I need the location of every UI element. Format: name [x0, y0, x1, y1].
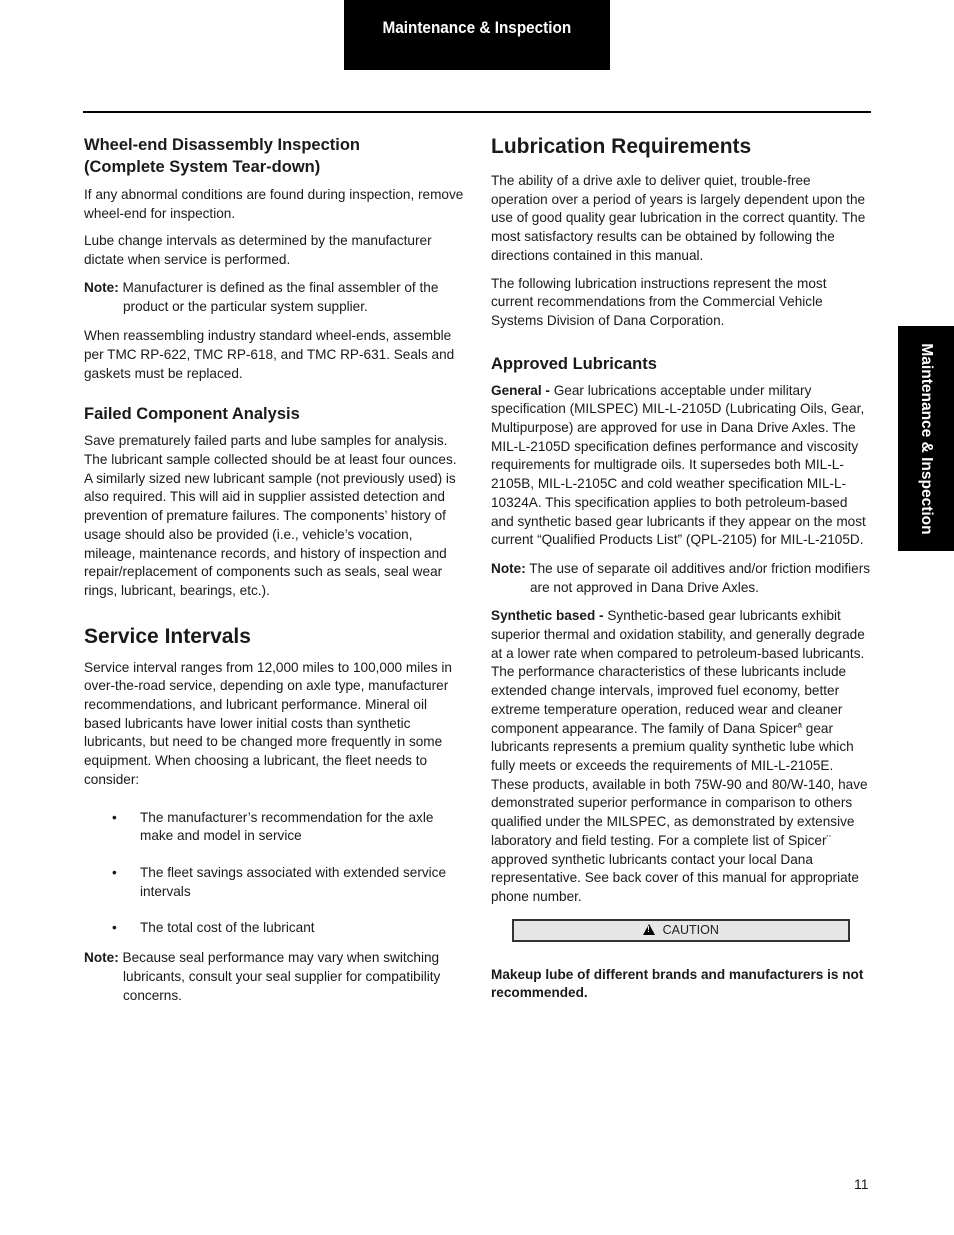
- warning-triangle-icon: [643, 924, 655, 935]
- note-text: Because seal performance may vary when switching lubricants, consult your seal supplier for compatibility concerns.: [122, 950, 441, 1003]
- section-header-tab: [344, 0, 610, 70]
- failed-component-paragraph: Save prematurely failed parts and lube samples for analysis. The lubricant sample collected should be at least four ounces. A similarly sized new lubricant sample (not previously used) is also required. This will aid in supplier assisted detection and prevention of premature failures. The components’ history of usage should also be provided (i.e., vehicle’s vocation, mileage, maintenance records, and history of inspection and repair/replacement of components such as seals, seal wear rings, lubricant, bearings, etc.).: [84, 433, 457, 598]
- lubrication-requirements-heading: Lubrication Requirements: [491, 135, 752, 158]
- list-item-text: The manufacturer’s recommendation for the axle make and model in service: [140, 809, 434, 844]
- service-considerations-list: [84, 809, 464, 939]
- list-item: [84, 864, 464, 901]
- lubrication-paragraph-1: The ability of a drive axle to deliver quiet, trouble-free operation over a period of years is largely dependent upon the use of good quality gear lubrication in the correct quantity. The most satisfactory results can be obtained by following the directions contained in this manual.: [491, 173, 866, 263]
- synthetic-text-1: Synthetic-based gear lubricants exhibit superior thermal and oxidation stability, and generally degrade at a lower rate when compared to petroleum-based lubricants. The performance characteristics of these lubricants include extended change intervals, improved fuel economy, better extreme temperature operation, reduced wear and cleaner component appearance. The family of Dana Spicer: [491, 608, 865, 736]
- bullet-marker: •: [112, 809, 117, 825]
- page-number: 11: [854, 1176, 869, 1192]
- note-label: Note:: [84, 279, 119, 295]
- caution-label: CAUTION: [662, 922, 719, 937]
- wheel-end-heading-line1: Wheel-end Disassembly Inspection: [84, 136, 360, 154]
- note-label: Note:: [491, 560, 526, 576]
- approved-lubricants-heading: Approved Lubricants: [491, 354, 657, 373]
- service-note: [84, 949, 464, 1005]
- trademark-superscript: a: [797, 720, 802, 730]
- wheel-end-heading: [84, 134, 464, 178]
- caution-banner: [512, 919, 850, 942]
- synthetic-paragraph: [491, 607, 871, 906]
- side-section-tab: [898, 326, 954, 551]
- note-text: The use of separate oil additives and/or friction modifiers are not approved in Dana Drive Axles.: [529, 560, 871, 595]
- bullet-marker: •: [112, 864, 117, 880]
- general-paragraph: [491, 382, 871, 550]
- service-intervals-paragraph: Service interval ranges from 12,000 miles to 100,000 miles in over-the-road service, depending on axle type, manufacturer recommendations, and lubricant performance. Mineral oil based lubricants have lower initial costs than synthetic lubricants, but need to be changed more frequently in some equipment. When choosing a lubricant, the fleet needs to consider:: [84, 659, 452, 787]
- list-item-text: The total cost of the lubricant: [140, 920, 315, 936]
- list-item: [84, 919, 464, 938]
- note-label: Note:: [84, 950, 119, 966]
- wheel-end-note: [84, 279, 464, 316]
- additives-note: [491, 560, 871, 597]
- general-label: General -: [491, 382, 550, 398]
- lubrication-paragraph-2: The following lubrication instructions represent the most current recommendations from the Commercial Vehicle Systems Division of Dana Corporation.: [491, 275, 827, 328]
- synthetic-text-2: gear lubricants represents a premium quality synthetic lube which fully meets or exceeds the requirements of MIL-L-2105E. These products, available in both 75W-90 and 80/W-140, have demonstrated superior performance in comparison to others qualified under the MILSPEC, as demonstrated by extensive laboratory and field testing. For a complete list of Spicer¨ approved synthetic lubricants contact your local Dana representative. See back cover of this manual for appropriate phone number.: [491, 720, 868, 904]
- note-text: Manufacturer is defined as the final assembler of the product or the particular system supplier.: [122, 279, 439, 314]
- wheel-end-paragraph-1: If any abnormal conditions are found during inspection, remove wheel-end for inspection.: [84, 187, 464, 221]
- service-intervals-heading: Service Intervals: [84, 624, 251, 648]
- wheel-end-paragraph-2: Lube change intervals as determined by the manufacturer dictate when service is performed.: [84, 233, 432, 268]
- general-text: Gear lubrications acceptable under military specification (MILSPEC) MIL-L-2105D (Lubricating Oils, Gear, Multipurpose) are approved for use in Dana Drive Axles. The MIL-L-2105D specification defines performance and viscosity requirements for multigrade oils. It supersedes both MIL-L-2105B, MIL-L-2105C and cold weather specification MIL-L-10324A. This specification applies to both petroleum-based and synthetic based gear lubricants if they appear on the most current “Qualified Products List” (QPL-2105) for MIL-L-2105D.: [491, 382, 866, 548]
- wheel-end-heading-line2: (Complete System Tear-down): [84, 158, 321, 176]
- makeup-lube-warning: Makeup lube of different brands and manufacturers is not recommended.: [491, 966, 864, 1001]
- side-section-label: Maintenance & Inspection: [918, 342, 935, 535]
- header-rule: [83, 111, 871, 113]
- bullet-marker: •: [112, 920, 117, 936]
- section-header-label: Maintenance & Inspection: [382, 18, 572, 37]
- list-item-text: The fleet savings associated with extended service intervals: [140, 864, 447, 899]
- synthetic-label: Synthetic based -: [491, 608, 604, 624]
- list-item: [84, 809, 464, 846]
- left-column: [84, 134, 464, 1005]
- wheel-end-paragraph-3: When reassembling industry standard wheel-ends, assemble per TMC RP-622, TMC RP-618, and TMC RP-631. Seals and gaskets must be replaced.: [84, 328, 455, 381]
- failed-component-heading: Failed Component Analysis: [84, 405, 300, 424]
- right-column: [491, 134, 871, 1003]
